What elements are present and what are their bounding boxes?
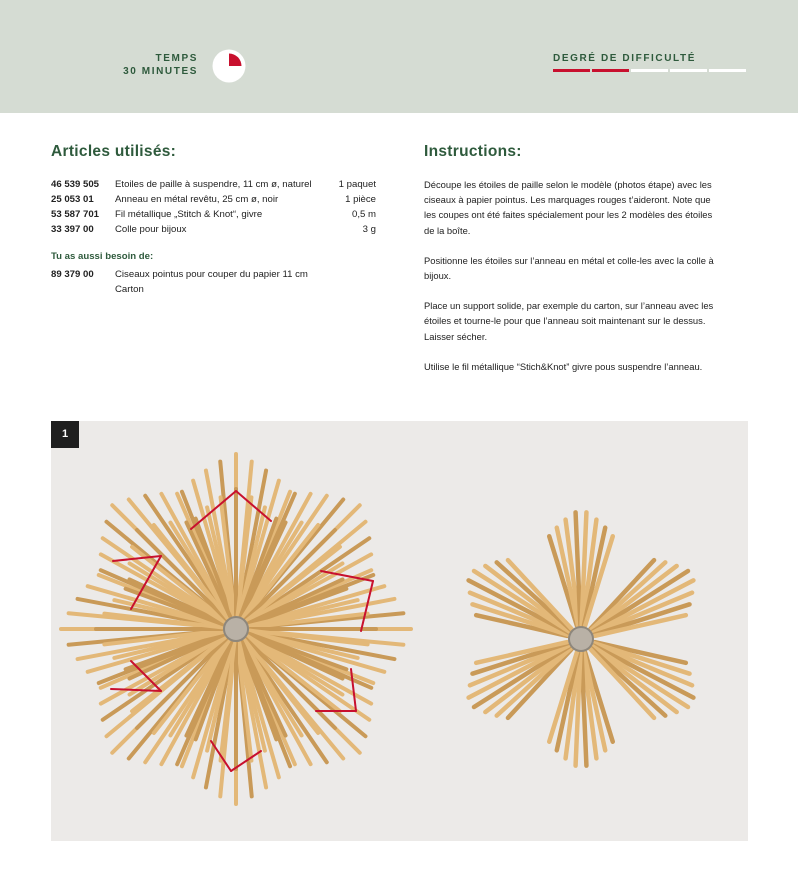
article-quantity: 1 paquet: [338, 179, 376, 190]
article-code: 33 397 00: [51, 224, 94, 235]
straw-stars-illustration: [51, 421, 748, 841]
straw-star-large: [61, 454, 411, 804]
article-code: 25 053 01: [51, 194, 94, 205]
article-description: Colle pour bijoux: [115, 224, 187, 235]
header-band: [0, 0, 798, 113]
instruction-paragraph: Découpe les étoiles de paille selon le modèle (photos étape) avec les ciseaux à papier pointus. Les marquages rouges t’aideront. Note que les coupes ont été faites spécialement pour les 2 modèles des étoiles de la boîte.: [424, 179, 713, 236]
time-block: [100, 52, 198, 78]
difficulty-bar-inactive: [670, 69, 707, 72]
instruction-paragraph: Positionne les étoiles sur l’anneau en métal et colle-les avec la colle à bijoux.: [424, 254, 714, 282]
instructions-section: [424, 143, 724, 372]
article-quantity: 0,5 m: [352, 209, 376, 220]
star-center-knot: [569, 627, 593, 651]
difficulty-meter: [553, 69, 748, 72]
difficulty-block: [553, 52, 748, 65]
list-item: [51, 192, 376, 207]
list-item: [51, 177, 376, 192]
time-value: 30 MINUTES: [123, 66, 198, 77]
clock-icon: [212, 49, 246, 83]
article-code: 89 379 00: [51, 269, 94, 280]
instruction-paragraph: Place un support solide, par exemple du carton, sur l’anneau avec les étoiles et tourne-le pour que l’anneau soit maintenant sur le dessus. Laisser sécher.: [424, 300, 714, 342]
articles-title: Articles utilisés:: [51, 143, 177, 160]
list-item: [51, 207, 376, 222]
article-description: [115, 267, 375, 297]
article-description-line: Ciseaux pointus pour couper du papier 11 cm: [115, 269, 308, 280]
difficulty-bar-active: [592, 69, 629, 72]
article-code: 46 539 505: [51, 179, 100, 190]
instructions-text: [424, 177, 722, 389]
instruction-paragraph: Utilise le fil métallique “Stich&Knot” givre pous suspendre l’anneau.: [424, 360, 703, 372]
article-code: 53 587 701: [51, 209, 100, 220]
article-quantity: 3 g: [362, 224, 376, 235]
list-item: [51, 222, 376, 237]
articles-list: [51, 177, 376, 237]
time-label: TEMPS: [155, 53, 198, 64]
difficulty-bar-active: [553, 69, 590, 72]
also-need-title: Tu as aussi besoin de:: [51, 251, 154, 262]
step-photo: [51, 421, 748, 841]
difficulty-bar-inactive: [631, 69, 668, 72]
cut-mark: [111, 689, 161, 691]
straw-star-small: [469, 512, 694, 765]
articles-section: [51, 143, 376, 295]
step-number-badge: 1: [51, 421, 79, 448]
star-center-knot: [224, 617, 248, 641]
difficulty-bar-inactive: [709, 69, 746, 72]
article-description: Etoiles de paille à suspendre, 11 cm ø, naturel: [115, 179, 312, 190]
difficulty-label: DEGRÉ DE DIFFICULTÉ: [553, 53, 696, 64]
article-description: Anneau en métal revêtu, 25 cm ø, noir: [115, 194, 279, 205]
article-quantity: 1 pièce: [345, 194, 376, 205]
article-description-line: Carton: [115, 284, 144, 295]
article-description: Fil métallique „Stitch & Knot“, givre: [115, 209, 263, 220]
instructions-title: Instructions:: [424, 143, 522, 160]
